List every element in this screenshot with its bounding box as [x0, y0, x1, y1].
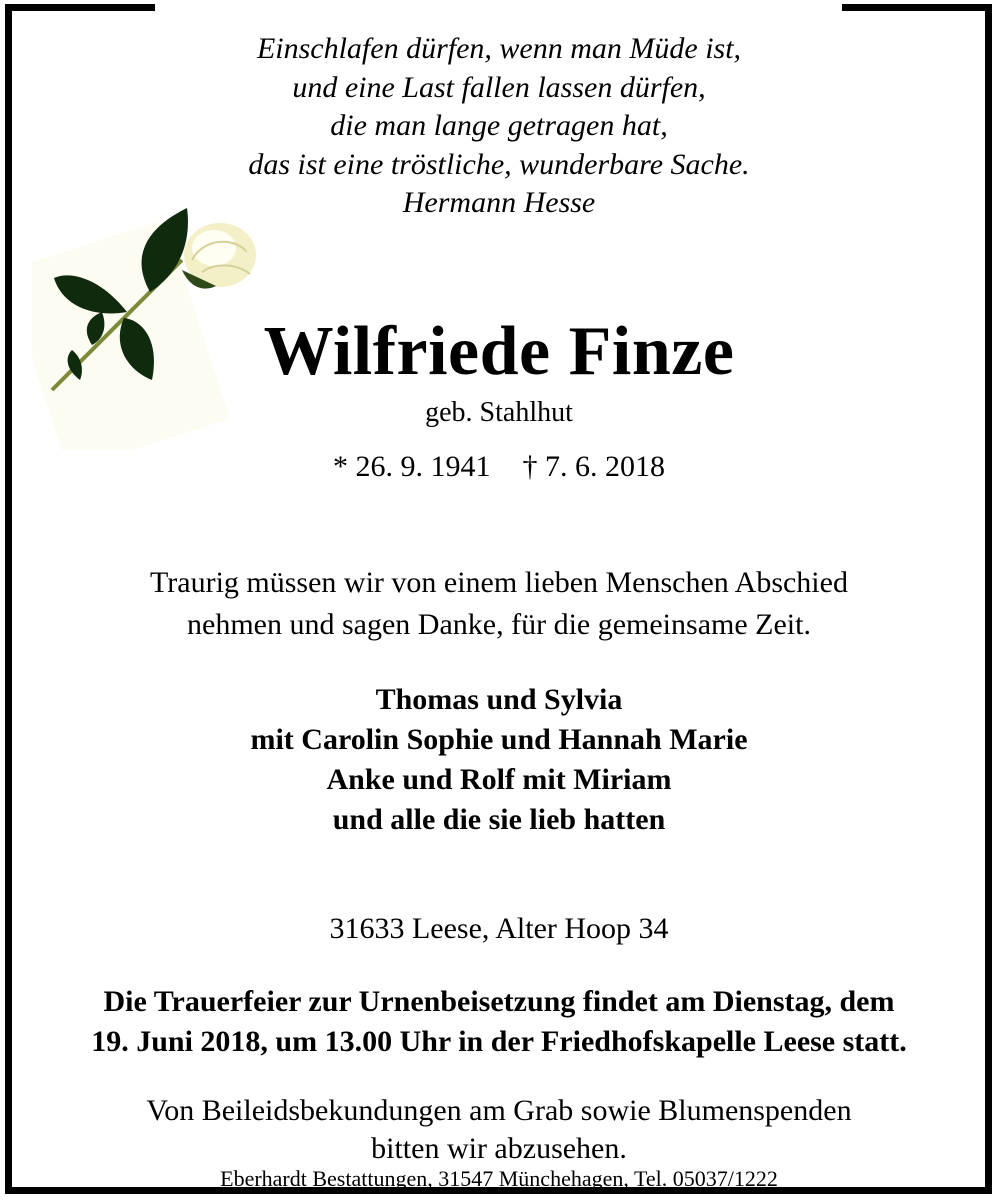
deceased-name: Wilfriede Finze	[263, 313, 735, 390]
family-line: Thomas und Sylvia	[375, 683, 623, 716]
service-line: Die Trauerfeier zur Urnenbeisetzung findet am Dienstag, dem	[103, 985, 895, 1018]
notice-line: Von Beileidsbekundungen am Grab sowie Blumenspenden	[146, 1094, 852, 1127]
quote-line: die man lange getragen hat,	[330, 109, 668, 142]
death-date: † 7. 6. 2018	[522, 450, 665, 483]
border-top-left	[5, 4, 155, 11]
service-line: 19. Juni 2018, um 13.00 Uhr in der Friedhofskapelle Leese statt.	[91, 1025, 907, 1058]
undertaker-info: Eberhardt Bestattungen, 31547 Münchehagen, Tel. 05037/1222	[220, 1166, 778, 1191]
family-line: mit Carolin Sophie und Hannah Marie	[250, 723, 748, 756]
family-members	[0, 680, 998, 840]
quote-line: Einschlafen dürfen, wenn man Müde ist,	[256, 32, 742, 65]
address: 31633 Leese, Alter Hoop 34	[329, 912, 669, 945]
quote-line: das ist eine tröstliche, wunderbare Sache.	[248, 147, 750, 181]
service-announcement	[0, 982, 998, 1062]
farewell-line: Traurig müssen wir von einem lieben Menschen Abschied	[150, 566, 848, 599]
farewell-text	[0, 562, 998, 646]
farewell-line: nehmen und sagen Danke, für die gemeinsame Zeit.	[187, 608, 811, 641]
condolence-notice	[0, 1092, 998, 1168]
quote-line: und eine Last fallen lassen dürfen,	[292, 70, 706, 104]
family-line: und alle die sie lieb hatten	[332, 803, 666, 836]
birth-date: * 26. 9. 1941	[333, 450, 491, 483]
quote-author: Hermann Hesse	[402, 186, 596, 219]
notice-line: bitten wir abzusehen.	[371, 1132, 627, 1165]
quote-block	[0, 30, 998, 223]
life-dates	[0, 450, 998, 484]
maiden-name: geb. Stahlhut	[425, 397, 573, 428]
border-top-right	[842, 4, 992, 11]
family-line: Anke und Rolf mit Miriam	[326, 763, 672, 796]
